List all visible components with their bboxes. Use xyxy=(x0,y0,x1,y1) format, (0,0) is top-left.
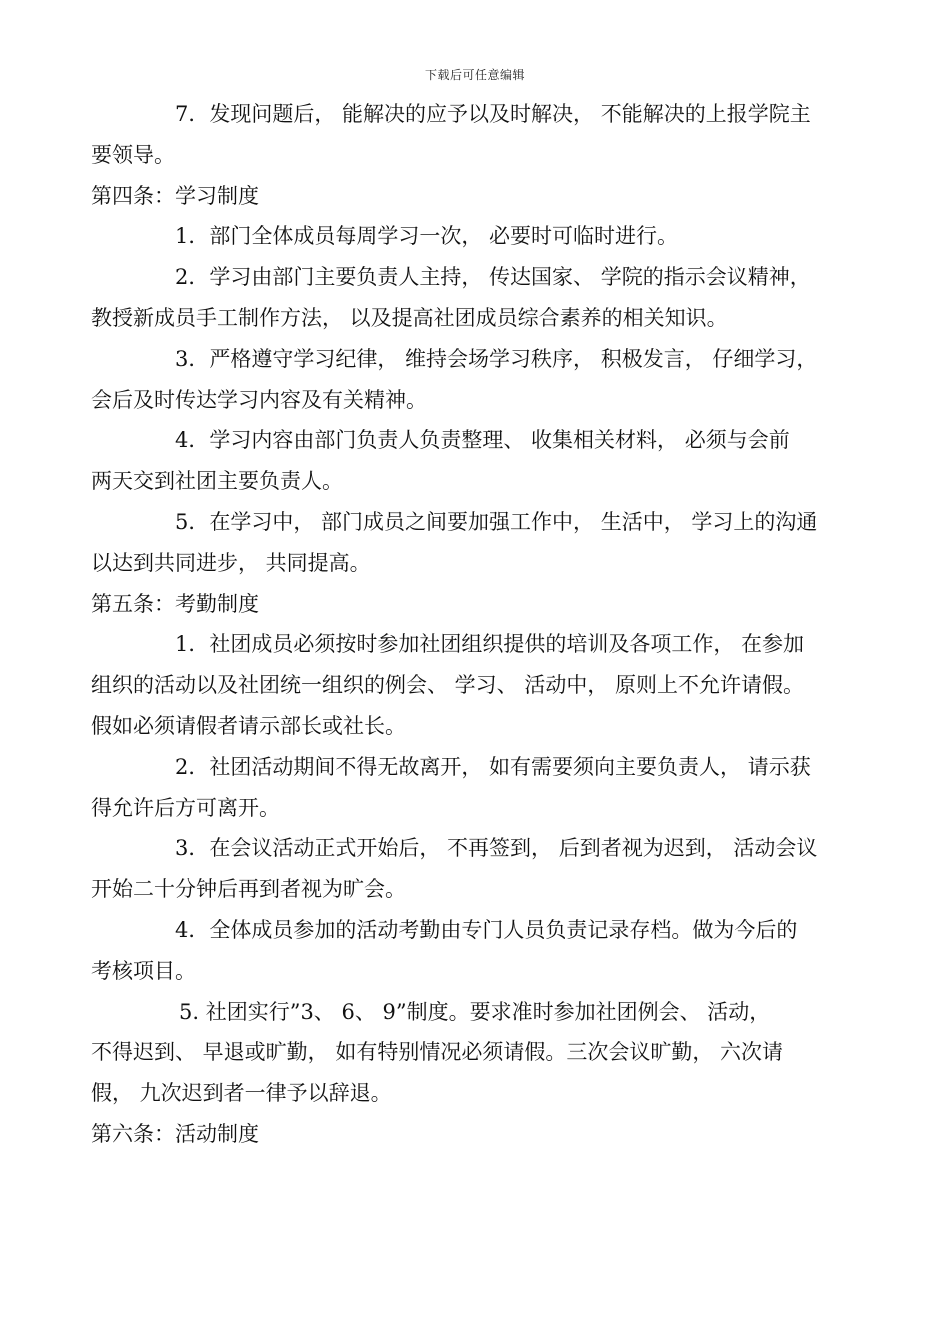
paragraph-line: 3．严格遵守学习纪律， 维持会场学习秩序， 积极发言， 仔细学习， xyxy=(175,346,818,371)
paragraph-line: 2．社团活动期间不得无故离开， 如有需要须向主要负责人， 请示获 xyxy=(175,754,811,779)
paragraph-line: 7．发现问题后， 能解决的应予以及时解决， 不能解决的上报学院主 xyxy=(175,102,811,126)
paragraph-line: 假如必须请假者请示部长或社长。 xyxy=(91,713,406,738)
paragraph-line: 考核项目。 xyxy=(91,958,196,983)
paragraph-line: 不得迟到、 早退或旷勤， 如有特别情况必须请假。三次会议旷勤， 六次请 xyxy=(91,1040,784,1065)
paragraph-line: 得允许后方可离开。 xyxy=(91,795,280,820)
paragraph-line: 1．社团成员必须按时参加社团组织提供的培训及各项工作， 在参加 xyxy=(175,632,805,657)
paragraph-line: 4．学习内容由部门负责人负责整理、 收集相关材料， 必须与会前 xyxy=(175,428,790,453)
paragraph-line: 以达到共同进步， 共同提高。 xyxy=(91,550,371,575)
section-heading: 第六条：活动制度 xyxy=(91,1121,259,1146)
paragraph-line: 5．在学习中， 部门成员之间要加强工作中， 生活中， 学习上的沟通 xyxy=(175,509,818,534)
document-body xyxy=(91,94,866,1155)
paragraph-line: 2．学习由部门主要负责人主持， 传达国家、 学院的指示会议精神， xyxy=(175,265,811,290)
page-header: 下载后可任意编辑 xyxy=(424,68,525,82)
section-heading: 第四条：学习制度 xyxy=(91,183,259,208)
paragraph-line: 会后及时传达学习内容及有关精神。 xyxy=(91,387,427,412)
paragraph-line: 3．在会议活动正式开始后， 不再签到， 后到者视为迟到， 活动会议 xyxy=(175,836,818,861)
paragraph-line: 5. 社团实行”3、 6、 9”制度。要求准时参加社团例会、 活动， xyxy=(179,999,771,1024)
paragraph-line: 假， 九次迟到者一律予以辞退。 xyxy=(91,1081,392,1106)
paragraph-line: 1．部门全体成员每周学习一次， 必要时可临时进行。 xyxy=(175,224,679,249)
paragraph-line: 4．全体成员参加的活动考勤由专门人员负责记录存档。做为今后的 xyxy=(175,917,798,942)
paragraph-line: 教授新成员手工制作方法， 以及提高社团成员综合素养的相关知识。 xyxy=(91,305,728,330)
paragraph-line: 开始二十分钟后再到者视为旷会。 xyxy=(91,877,406,902)
section-heading: 第五条：考勤制度 xyxy=(91,591,259,616)
paragraph-line: 要领导。 xyxy=(91,142,175,167)
paragraph-line: 组织的活动以及社团统一组织的例会、 学习、 活动中， 原则上不允许请假。 xyxy=(91,673,805,698)
paragraph-line: 两天交到社团主要负责人。 xyxy=(91,469,343,494)
